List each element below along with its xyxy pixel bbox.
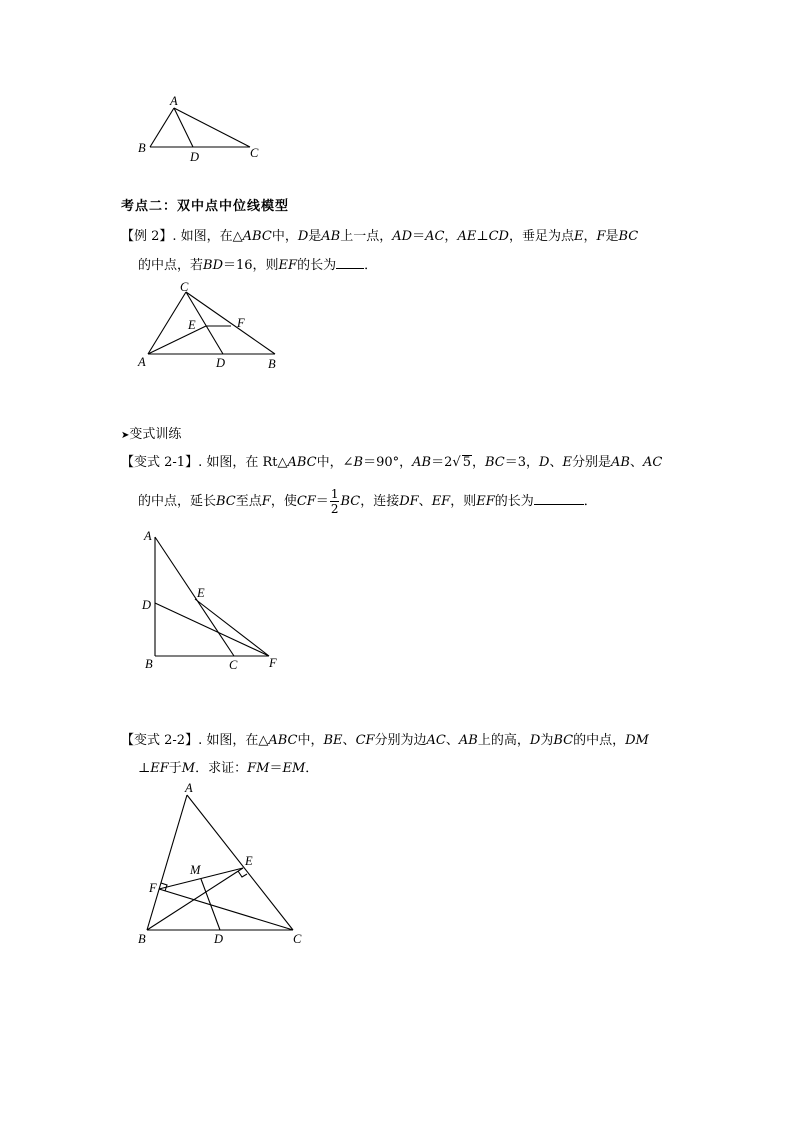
text: ． <box>364 258 378 273</box>
figure-3-svg <box>135 525 295 675</box>
text: 为 <box>540 733 554 748</box>
segment-ac <box>155 537 234 656</box>
arrow-icon: ➤ <box>121 430 130 441</box>
text: ＝ <box>315 494 329 509</box>
text: ＝90°， <box>363 455 413 470</box>
math: AB <box>321 229 341 244</box>
segment-fe <box>159 868 243 889</box>
label-e: E <box>188 318 196 332</box>
example2-line2 <box>138 256 377 275</box>
math: F <box>596 229 606 244</box>
text: ，使 <box>270 494 297 509</box>
text: ＝ <box>269 761 283 776</box>
text: 是 <box>605 229 619 244</box>
math: AB <box>458 733 478 748</box>
text: 的中点， <box>573 733 626 748</box>
segment-ab <box>150 108 174 147</box>
math: BC <box>216 494 236 509</box>
text: 是 <box>308 229 322 244</box>
math: BD <box>203 258 223 273</box>
math: BC <box>553 733 574 748</box>
text: ， <box>471 455 485 470</box>
figure-4-svg <box>130 780 320 950</box>
label-a: A <box>170 94 178 108</box>
figure-example2 <box>130 275 290 375</box>
segment-be <box>147 868 243 930</box>
math: BC <box>340 494 361 509</box>
text: 分别是 <box>571 455 611 470</box>
segment-ac <box>187 795 293 930</box>
math: BE <box>323 733 343 748</box>
segment-dm <box>201 879 220 930</box>
math: AE <box>457 229 477 244</box>
label-d: D <box>216 356 226 370</box>
variant2-line2 <box>138 760 318 778</box>
label-c: C <box>229 658 238 672</box>
figure-variant2 <box>130 780 320 950</box>
text: ．求证： <box>195 761 248 776</box>
label-a: A <box>144 529 152 543</box>
example2-tag: 【例 2】 <box>121 229 173 244</box>
sqrt-symbol: √ <box>452 455 461 470</box>
text: ⊥ <box>138 761 151 776</box>
math: CF <box>355 733 375 748</box>
math: AB <box>412 455 432 470</box>
math: B <box>353 455 364 470</box>
math: EF <box>150 761 169 776</box>
right-angle-mark-e <box>238 871 247 877</box>
math: CF <box>296 494 316 509</box>
variant2-tag: 【变式 2-2】 <box>121 733 199 748</box>
label-c: C <box>293 932 302 946</box>
math: D <box>297 229 309 244</box>
variant1-line2 <box>138 487 597 516</box>
label-c: C <box>250 146 259 160</box>
text: ， <box>583 229 597 244</box>
math: DM <box>625 733 649 748</box>
text: 中，∠ <box>316 455 354 470</box>
math: EF <box>476 494 495 509</box>
figure-triangle-abc-d <box>130 90 280 170</box>
math: AB <box>610 455 630 470</box>
text: 、 <box>342 733 356 748</box>
variant1-line1 <box>121 454 662 472</box>
label-m: M <box>190 863 201 877</box>
text: 于 <box>168 761 182 776</box>
sqrt-radicand: 5 <box>462 455 471 470</box>
label-b: B <box>145 657 153 671</box>
label-e: E <box>245 854 253 868</box>
figure-1-svg <box>130 90 280 170</box>
text: 、 <box>445 733 459 748</box>
text: . 如图，在 Rt△ <box>198 455 288 470</box>
segment-ac <box>174 108 250 147</box>
math: D <box>539 455 550 470</box>
math: DF <box>399 494 419 509</box>
text: 的长为 <box>494 494 534 509</box>
math: EM <box>282 761 306 776</box>
math: ABC <box>268 733 298 748</box>
label-c: C <box>180 280 189 294</box>
figure-variant1 <box>135 525 295 675</box>
segment-ab <box>147 795 187 930</box>
text: 、 <box>418 494 432 509</box>
answer-blank[interactable] <box>336 256 364 269</box>
math: AC <box>642 455 663 470</box>
text: . 如图，在△ <box>172 229 243 244</box>
math: FM <box>247 761 270 776</box>
fraction-one-half <box>330 487 340 516</box>
segment-ef <box>195 599 269 656</box>
text: ⊥ <box>476 229 489 244</box>
math: M <box>181 761 196 776</box>
label-f: F <box>237 316 245 330</box>
variant-training-title: 变式训练 <box>129 427 182 442</box>
text: 中， <box>297 733 324 748</box>
math: EF <box>431 494 451 509</box>
text: ＝2 <box>431 455 453 470</box>
math: BC <box>618 229 639 244</box>
math: AC <box>425 229 445 244</box>
fraction-numerator: 1 <box>330 487 339 501</box>
math: E <box>573 229 584 244</box>
math: AD <box>392 229 413 244</box>
variant-training-header <box>121 426 181 445</box>
fraction-denominator: 2 <box>330 502 339 516</box>
text: 中， <box>271 229 298 244</box>
label-a: A <box>185 781 193 795</box>
label-d: D <box>142 598 152 612</box>
text: ． <box>305 761 319 776</box>
text: 上的高， <box>477 733 530 748</box>
text: 至点 <box>235 494 262 509</box>
text: ， <box>444 229 458 244</box>
text: 、 <box>549 455 563 470</box>
segment-ad <box>174 108 193 147</box>
label-e: E <box>197 586 205 600</box>
section-heading-text: 考点二：双中点中位线模型 <box>121 199 290 214</box>
answer-blank[interactable] <box>534 492 584 505</box>
text: ＝16，则 <box>223 258 279 273</box>
text: 的中点，若 <box>138 258 204 273</box>
text: . 如图，在△ <box>198 733 269 748</box>
example2-line1 <box>121 228 638 246</box>
variant1-tag: 【变式 2-1】 <box>121 455 199 470</box>
math: CD <box>488 229 509 244</box>
label-f: F <box>149 881 157 895</box>
math: BC <box>484 455 505 470</box>
math: D <box>529 733 541 748</box>
figure-2-svg <box>130 275 290 375</box>
section-heading <box>121 198 289 216</box>
text: ＝ <box>412 229 426 244</box>
math: ABC <box>242 229 272 244</box>
variant2-line1 <box>121 732 649 750</box>
text: 的长为 <box>297 258 337 273</box>
math: ABC <box>287 455 317 470</box>
text: ，则 <box>450 494 477 509</box>
label-b: B <box>138 932 146 946</box>
math: F <box>261 494 271 509</box>
label-b: B <box>268 357 276 371</box>
text: 的中点，延长 <box>138 494 217 509</box>
text: ，连接 <box>360 494 400 509</box>
text: ，垂足为点 <box>508 229 574 244</box>
label-d: D <box>214 932 224 946</box>
text: ＝3， <box>504 455 540 470</box>
text: 分别为边 <box>374 733 427 748</box>
math: E <box>562 455 572 470</box>
segment-df <box>155 603 269 656</box>
text: ． <box>583 494 597 509</box>
label-f: F <box>269 656 277 670</box>
text: 上一点， <box>340 229 393 244</box>
math: AC <box>426 733 446 748</box>
label-d: D <box>190 150 200 164</box>
text: 、 <box>629 455 643 470</box>
label-b: B <box>138 141 146 155</box>
segment-cb <box>186 292 275 354</box>
math: EF <box>278 258 298 273</box>
label-a: A <box>138 355 146 369</box>
